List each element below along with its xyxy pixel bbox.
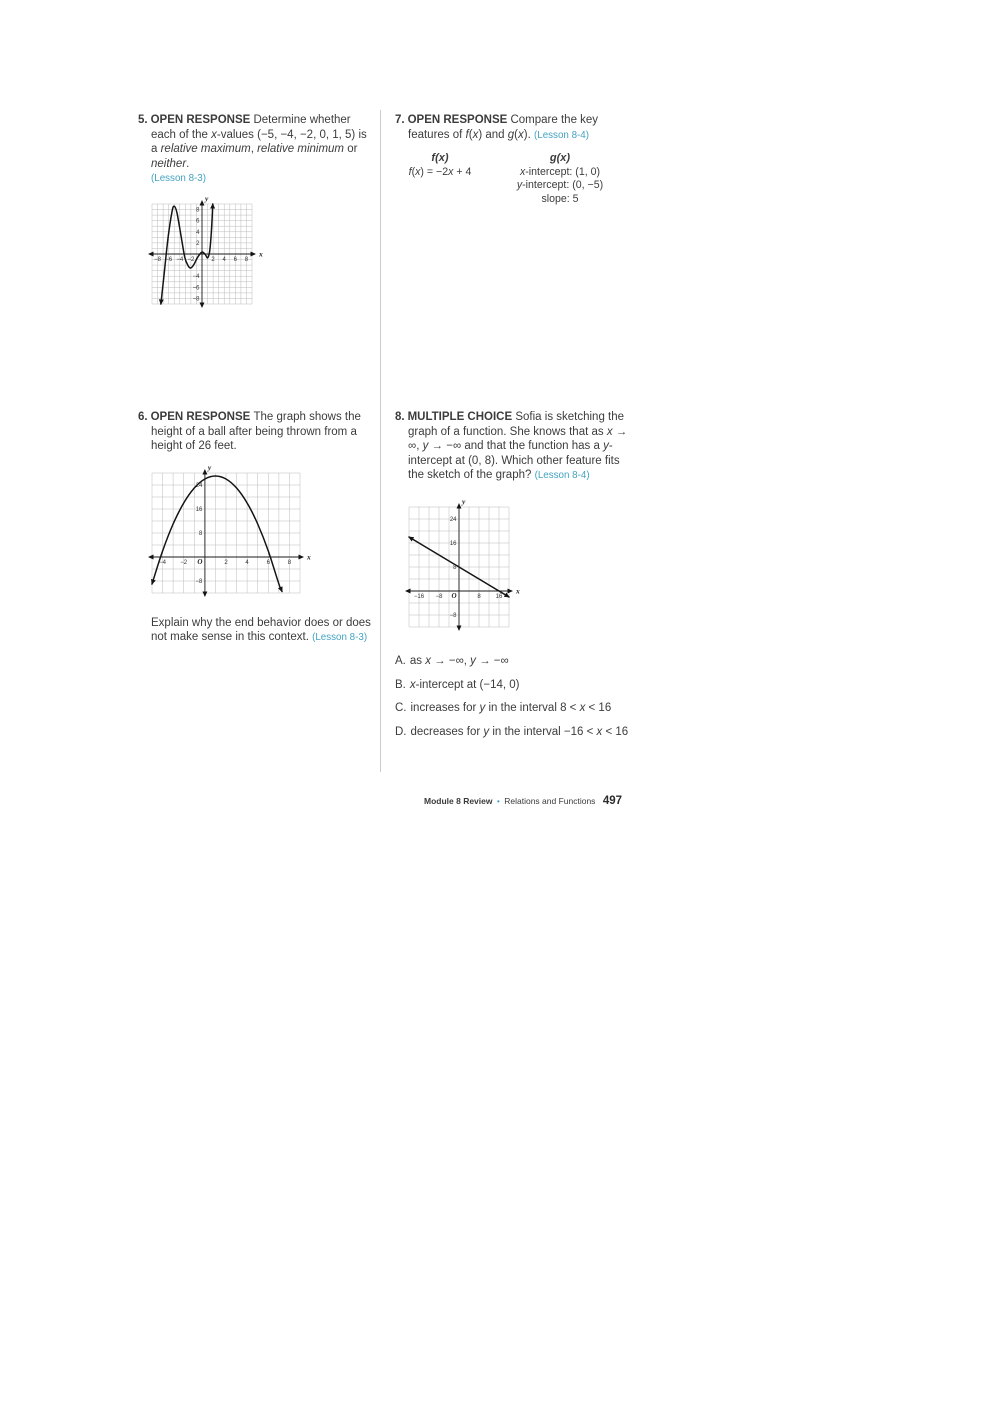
svg-text:−2: −2 — [180, 559, 188, 566]
svg-text:6: 6 — [196, 219, 200, 226]
column-divider — [380, 110, 381, 772]
svg-text:8: 8 — [244, 257, 249, 264]
question-5-body: OPEN RESPONSE Determine whether each of the x-values (−5, −4, −2, 0, 1, 5) is a relative maximum, relative minimum or neither. — [150, 114, 367, 170]
choice-b-letter: B. — [395, 678, 406, 691]
svg-text:16: 16 — [495, 593, 503, 600]
choice-d-letter: D. — [395, 725, 407, 738]
svg-text:−4: −4 — [159, 559, 167, 566]
svg-text:2: 2 — [224, 559, 228, 566]
svg-text:y: y — [207, 462, 212, 472]
svg-text:−8: −8 — [154, 257, 162, 264]
function-comparison-table — [403, 152, 629, 206]
svg-text:−6: −6 — [165, 257, 173, 264]
answer-choices — [395, 654, 629, 739]
question-6-followup: Explain why the end behavior does or does not make sense in this context. (Lesson 8-3) — [151, 616, 371, 644]
choice-d — [395, 725, 629, 740]
footer-section-title: Relations and Functions — [504, 796, 596, 806]
svg-text:6: 6 — [233, 257, 237, 264]
choice-b-text: x-intercept at (−14, 0) — [409, 678, 520, 691]
question-7-body: OPEN RESPONSE Compare the key features of f(x) and g(x). (Lesson 8-4) — [407, 114, 599, 141]
svg-text:−2: −2 — [187, 257, 195, 264]
question-6-text — [138, 410, 371, 454]
svg-text:−8: −8 — [192, 296, 200, 303]
svg-text:−6: −6 — [192, 285, 200, 292]
svg-text:16: 16 — [449, 540, 457, 547]
svg-text:4: 4 — [222, 257, 226, 264]
svg-text:−4: −4 — [192, 274, 200, 281]
question-8-body: MULTIPLE CHOICE Sofia is sketching the graph of a function. She knows that as x → ∞, y → −∞ and that the function has a y-intercept at (0, 8). Which other feature fits the sketch of the graph? (Lesson 8-4) — [407, 411, 628, 482]
f-column — [403, 152, 477, 206]
choice-c — [395, 701, 629, 716]
question-5-lesson-ref: (Lesson 8-3) — [151, 173, 206, 185]
choice-b — [395, 678, 629, 693]
svg-text:24: 24 — [449, 516, 457, 523]
question-8 — [395, 410, 629, 739]
g-column — [491, 152, 629, 206]
svg-text:O: O — [451, 591, 457, 600]
question-8-number: 8. — [395, 411, 405, 423]
q6-ball-height-graph — [144, 462, 371, 606]
question-6-number: 6. — [138, 411, 148, 423]
question-5 — [138, 113, 371, 317]
g-column-header: g(x) — [549, 152, 571, 165]
g-y-intercept: y-intercept: (0, −5) — [516, 179, 604, 192]
svg-text:24: 24 — [195, 482, 203, 489]
svg-text:−16: −16 — [413, 593, 425, 600]
footer-bullet: • — [496, 796, 500, 806]
svg-text:8: 8 — [477, 593, 481, 600]
q5-polynomial-graph — [144, 193, 371, 317]
g-slope: slope: 5 — [541, 192, 579, 205]
svg-text:y: y — [462, 496, 466, 506]
svg-text:4: 4 — [196, 230, 200, 237]
svg-text:8: 8 — [287, 559, 292, 566]
svg-text:y: y — [205, 194, 209, 204]
question-6-body: OPEN RESPONSE The graph shows the height of a ball after being thrown from a height of 26 feet. — [150, 411, 361, 453]
question-8-text — [395, 410, 629, 484]
svg-text:O: O — [197, 557, 203, 566]
f-equation: f(x) = −2x + 4 — [408, 166, 472, 179]
choice-c-text: increases for y in the interval 8 < x < 16 — [410, 702, 612, 715]
f-column-header: f(x) — [431, 152, 449, 165]
choice-a-text: as x → −∞, y → −∞ — [409, 654, 509, 667]
q8-line-graph — [401, 496, 629, 640]
question-7-number: 7. — [395, 114, 405, 126]
svg-text:x: x — [259, 249, 263, 259]
svg-text:x: x — [516, 586, 520, 596]
choice-a — [395, 654, 629, 669]
footer-page-number: 497 — [602, 795, 622, 807]
svg-text:4: 4 — [245, 559, 249, 566]
footer-module-title: Module 8 Review — [424, 796, 493, 806]
svg-text:−8: −8 — [435, 593, 443, 600]
page-footer — [372, 795, 622, 807]
svg-text:6: 6 — [266, 559, 270, 566]
svg-text:2: 2 — [211, 257, 215, 264]
svg-text:2: 2 — [196, 241, 200, 248]
svg-text:8: 8 — [196, 207, 200, 214]
question-5-text — [138, 113, 371, 171]
question-5-number: 5. — [138, 114, 148, 126]
question-7-text — [395, 113, 629, 143]
choice-a-letter: A. — [395, 654, 406, 667]
choice-c-letter: C. — [395, 702, 407, 715]
g-x-intercept: x-intercept: (1, 0) — [519, 166, 601, 179]
svg-text:8: 8 — [453, 564, 457, 571]
svg-text:−8: −8 — [195, 578, 203, 585]
svg-text:16: 16 — [195, 506, 203, 513]
svg-text:−8: −8 — [449, 612, 457, 619]
svg-text:−4: −4 — [176, 257, 184, 264]
svg-text:8: 8 — [199, 530, 203, 537]
question-7 — [395, 113, 629, 206]
choice-d-text: decreases for y in the interval −16 < x < 16 — [410, 725, 629, 738]
question-6 — [138, 410, 371, 646]
svg-text:x: x — [307, 552, 311, 562]
